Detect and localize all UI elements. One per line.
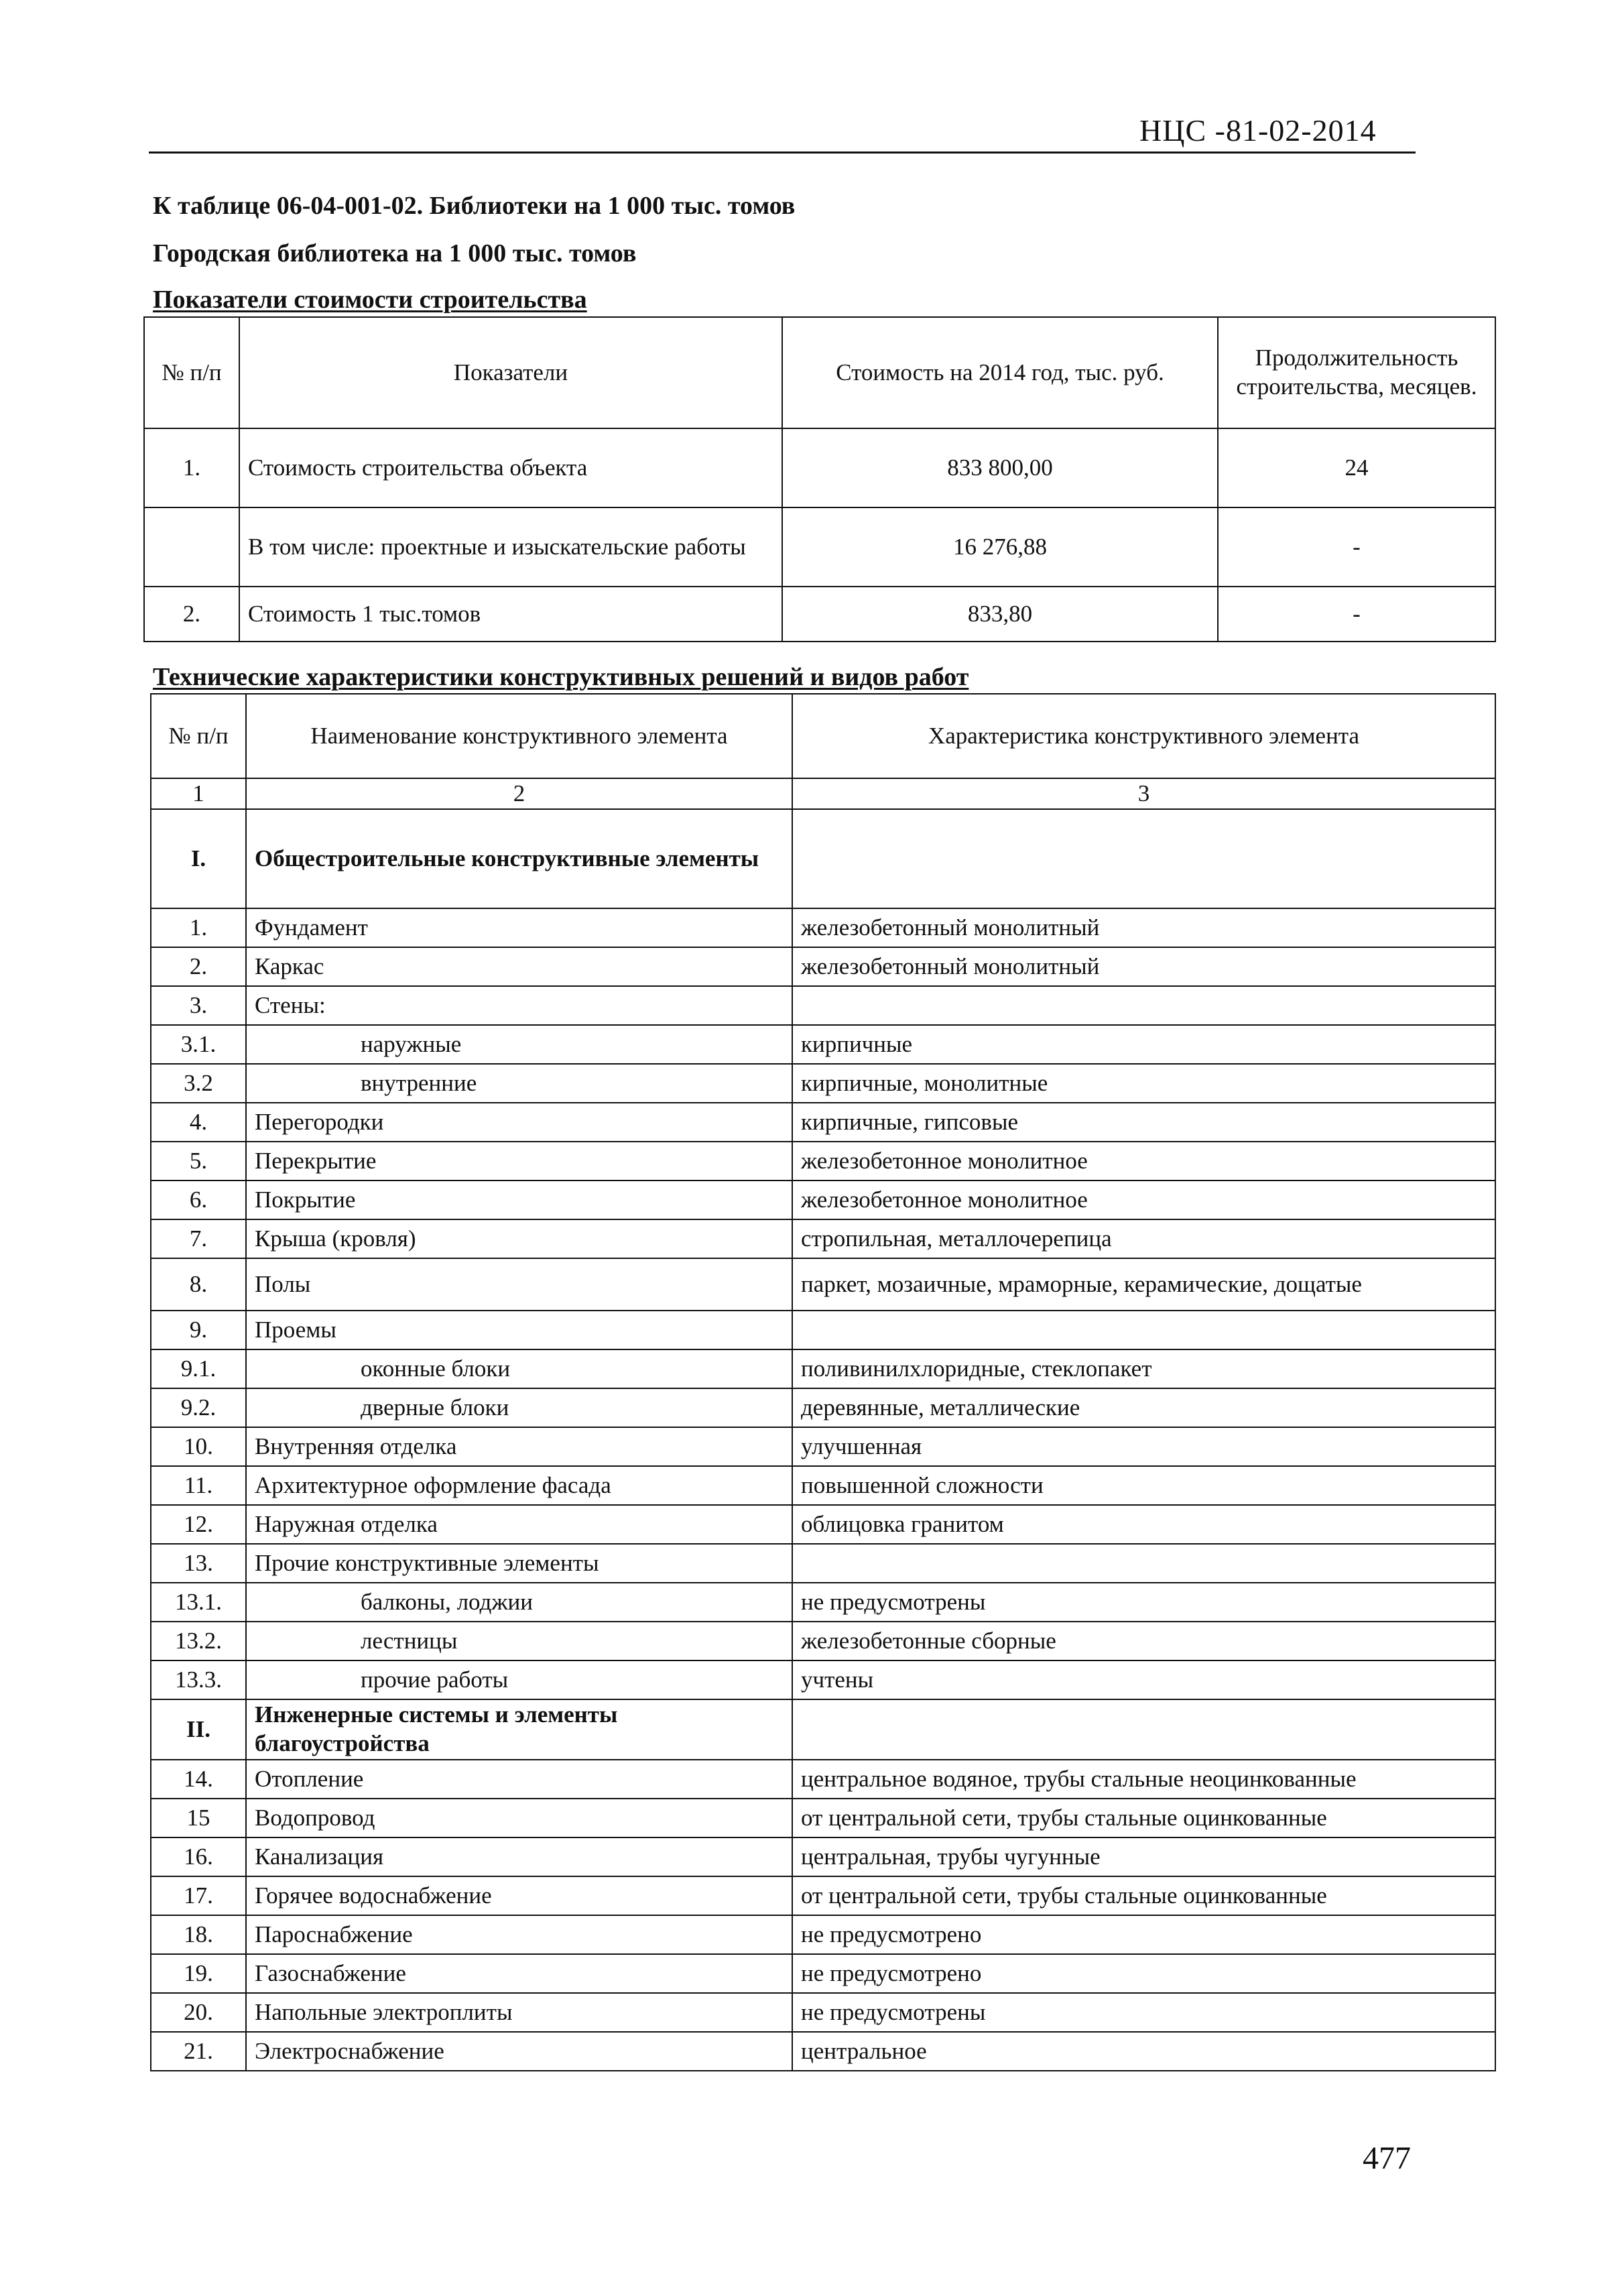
- column-number: 2: [246, 778, 792, 809]
- table-row: [151, 2032, 1495, 2071]
- row-duration: -: [1218, 587, 1495, 642]
- table-row: [151, 1388, 1495, 1427]
- table-row: [151, 1993, 1495, 2032]
- row-element-name: Наружная отделка: [246, 1505, 792, 1544]
- row-num: 11.: [151, 1466, 246, 1505]
- row-element-name: Крыша (кровля): [246, 1219, 792, 1258]
- row-num: 9.1.: [151, 1349, 246, 1388]
- row-element-name: Внутренняя отделка: [246, 1427, 792, 1466]
- table-row: [151, 1258, 1495, 1311]
- row-characteristic: [792, 1311, 1495, 1349]
- row-num: 3.1.: [151, 1025, 246, 1064]
- page-number: 477: [1363, 2140, 1411, 2176]
- row-element-name: наружные: [246, 1025, 792, 1064]
- header-element-name: Наименование конструктивного элемента: [246, 694, 792, 778]
- row-characteristic: поливинилхлоридные, стеклопакет: [792, 1349, 1495, 1388]
- row-num: 15: [151, 1799, 246, 1837]
- row-characteristic: [792, 1699, 1495, 1760]
- row-element-name: Общестроительные конструктивные элементы: [246, 809, 792, 908]
- table-row: [151, 1505, 1495, 1544]
- header-indicator: Показатели: [239, 317, 782, 428]
- table-row: [151, 1142, 1495, 1181]
- tech-section-title: Технические характеристики конструктивных решений и видов работ: [153, 663, 969, 691]
- row-element-name: Перекрытие: [246, 1142, 792, 1181]
- row-element-name: Перегородки: [246, 1103, 792, 1142]
- row-element-name: лестницы: [246, 1622, 792, 1660]
- row-num: 3.: [151, 986, 246, 1025]
- row-num: 7.: [151, 1219, 246, 1258]
- row-element-name: внутренние: [246, 1064, 792, 1103]
- row-characteristic: учтены: [792, 1660, 1495, 1699]
- row-characteristic: железобетонный монолитный: [792, 947, 1495, 986]
- row-characteristic: не предусмотрено: [792, 1954, 1495, 1993]
- table-row: [151, 1760, 1495, 1799]
- row-characteristic: деревянные, металлические: [792, 1388, 1495, 1427]
- row-characteristic: железобетонное монолитное: [792, 1142, 1495, 1181]
- cost-table: [143, 316, 1496, 642]
- row-num: 2.: [151, 947, 246, 986]
- row-element-name: Прочие конструктивные элементы: [246, 1544, 792, 1583]
- row-num: 2.: [144, 587, 239, 642]
- row-characteristic: кирпичные, гипсовые: [792, 1103, 1495, 1142]
- row-cost: 833,80: [782, 587, 1218, 642]
- cost-table-header-row: [144, 317, 1495, 428]
- row-num: 10.: [151, 1427, 246, 1466]
- row-num: [144, 507, 239, 587]
- row-characteristic: кирпичные, монолитные: [792, 1064, 1495, 1103]
- table-row: [151, 1915, 1495, 1954]
- row-element-name: Полы: [246, 1258, 792, 1311]
- table-row: [144, 507, 1495, 587]
- row-cost: 833 800,00: [782, 428, 1218, 507]
- table-row: [151, 1427, 1495, 1466]
- header-duration: Продолжительность строительства, месяцев.: [1218, 317, 1495, 428]
- row-element-name: Проемы: [246, 1311, 792, 1349]
- building-subtitle: Городская библиотека на 1 000 тыс. томов: [153, 239, 637, 267]
- table-row: [151, 1699, 1495, 1760]
- row-num: 20.: [151, 1993, 246, 2032]
- row-element-name: Стены:: [246, 986, 792, 1025]
- row-num: 12.: [151, 1505, 246, 1544]
- row-characteristic: повышенной сложности: [792, 1466, 1495, 1505]
- row-characteristic: от центральной сети, трубы стальные оцинкованные: [792, 1799, 1495, 1837]
- row-characteristic: [792, 1544, 1495, 1583]
- table-row: [151, 1954, 1495, 1993]
- table-reference-heading: К таблице 06-04-001-02. Библиотеки на 1 000 тыс. томов: [153, 192, 796, 220]
- tech-table: [150, 693, 1496, 2071]
- header-characteristic: Характеристика конструктивного элемента: [792, 694, 1495, 778]
- row-element-name: Газоснабжение: [246, 1954, 792, 1993]
- row-characteristic: [792, 986, 1495, 1025]
- row-element-name: Канализация: [246, 1837, 792, 1876]
- table-row: [144, 428, 1495, 507]
- row-element-name: дверные блоки: [246, 1388, 792, 1427]
- row-indicator: Стоимость строительства объекта: [239, 428, 782, 507]
- row-characteristic: железобетонное монолитное: [792, 1181, 1495, 1219]
- row-characteristic: улучшенная: [792, 1427, 1495, 1466]
- doc-code: НЦС -81-02-2014: [1139, 113, 1377, 147]
- row-element-name: оконные блоки: [246, 1349, 792, 1388]
- row-num: 17.: [151, 1876, 246, 1915]
- tech-table-header-row: [151, 694, 1495, 778]
- table-row: [151, 1025, 1495, 1064]
- row-element-name: Инженерные системы и элементы благоустройства: [246, 1699, 792, 1760]
- cost-section-title: Показатели стоимости строительства: [153, 286, 587, 314]
- row-element-name: прочие работы: [246, 1660, 792, 1699]
- table-row: [151, 908, 1495, 947]
- table-row: [144, 587, 1495, 642]
- table-row: [151, 1660, 1495, 1699]
- row-element-name: Отопление: [246, 1760, 792, 1799]
- table-row: [151, 1311, 1495, 1349]
- row-element-name: Напольные электроплиты: [246, 1993, 792, 2032]
- row-num: 16.: [151, 1837, 246, 1876]
- table-row: [151, 1466, 1495, 1505]
- row-characteristic: [792, 809, 1495, 908]
- row-indicator: Стоимость 1 тыс.томов: [239, 587, 782, 642]
- row-characteristic: железобетонные сборные: [792, 1622, 1495, 1660]
- row-element-name: Фундамент: [246, 908, 792, 947]
- table-row: [151, 1799, 1495, 1837]
- row-num: 14.: [151, 1760, 246, 1799]
- row-num: 8.: [151, 1258, 246, 1311]
- row-num: 13.2.: [151, 1622, 246, 1660]
- row-characteristic: кирпичные: [792, 1025, 1495, 1064]
- table-row: [151, 809, 1495, 908]
- row-characteristic: не предусмотрено: [792, 1915, 1495, 1954]
- row-characteristic: центральная, трубы чугунные: [792, 1837, 1495, 1876]
- row-duration: -: [1218, 507, 1495, 587]
- row-characteristic: не предусмотрены: [792, 1583, 1495, 1622]
- row-num: 13.3.: [151, 1660, 246, 1699]
- row-num: 1.: [151, 908, 246, 947]
- row-characteristic: центральное: [792, 2032, 1495, 2071]
- table-row: [151, 1544, 1495, 1583]
- table-row: [151, 1349, 1495, 1388]
- header-rule: [149, 152, 1416, 154]
- row-num: 13.: [151, 1544, 246, 1583]
- row-num: 9.2.: [151, 1388, 246, 1427]
- row-element-name: балконы, лоджии: [246, 1583, 792, 1622]
- table-row: [151, 1622, 1495, 1660]
- row-element-name: Каркас: [246, 947, 792, 986]
- row-num: 9.: [151, 1311, 246, 1349]
- table-row: [151, 1583, 1495, 1622]
- table-row: [151, 1181, 1495, 1219]
- row-num: 13.1.: [151, 1583, 246, 1622]
- table-row: [151, 1103, 1495, 1142]
- row-element-name: Горячее водоснабжение: [246, 1876, 792, 1915]
- column-number-row: [151, 778, 1495, 809]
- table-row: [151, 1219, 1495, 1258]
- row-element-name: Покрытие: [246, 1181, 792, 1219]
- row-element-name: Водопровод: [246, 1799, 792, 1837]
- header-cost: Стоимость на 2014 год, тыс. руб.: [782, 317, 1218, 428]
- row-num: 3.2: [151, 1064, 246, 1103]
- row-duration: 24: [1218, 428, 1495, 507]
- header-num: № п/п: [144, 317, 239, 428]
- column-number: 3: [792, 778, 1495, 809]
- row-characteristic: центральное водяное, трубы стальные неоцинкованные: [792, 1760, 1495, 1799]
- row-indicator: В том числе: проектные и изыскательские работы: [239, 507, 782, 587]
- row-element-name: Электроснабжение: [246, 2032, 792, 2071]
- row-num: II.: [151, 1699, 246, 1760]
- row-num: 5.: [151, 1142, 246, 1181]
- table-row: [151, 986, 1495, 1025]
- row-characteristic: стропильная, металлочерепица: [792, 1219, 1495, 1258]
- row-element-name: Архитектурное оформление фасада: [246, 1466, 792, 1505]
- table-row: [151, 947, 1495, 986]
- table-row: [151, 1876, 1495, 1915]
- row-num: 4.: [151, 1103, 246, 1142]
- row-cost: 16 276,88: [782, 507, 1218, 587]
- row-characteristic: не предусмотрены: [792, 1993, 1495, 2032]
- column-number: 1: [151, 778, 246, 809]
- table-row: [151, 1064, 1495, 1103]
- row-num: 18.: [151, 1915, 246, 1954]
- row-characteristic: от центральной сети, трубы стальные оцинкованные: [792, 1876, 1495, 1915]
- row-num: 19.: [151, 1954, 246, 1993]
- row-num: 21.: [151, 2032, 246, 2071]
- row-characteristic: облицовка гранитом: [792, 1505, 1495, 1544]
- row-element-name: Пароснабжение: [246, 1915, 792, 1954]
- row-num: 6.: [151, 1181, 246, 1219]
- header-num: № п/п: [151, 694, 246, 778]
- row-num: I.: [151, 809, 246, 908]
- row-num: 1.: [144, 428, 239, 507]
- row-characteristic: паркет, мозаичные, мраморные, керамические, дощатые: [792, 1258, 1495, 1311]
- row-characteristic: железобетонный монолитный: [792, 908, 1495, 947]
- table-row: [151, 1837, 1495, 1876]
